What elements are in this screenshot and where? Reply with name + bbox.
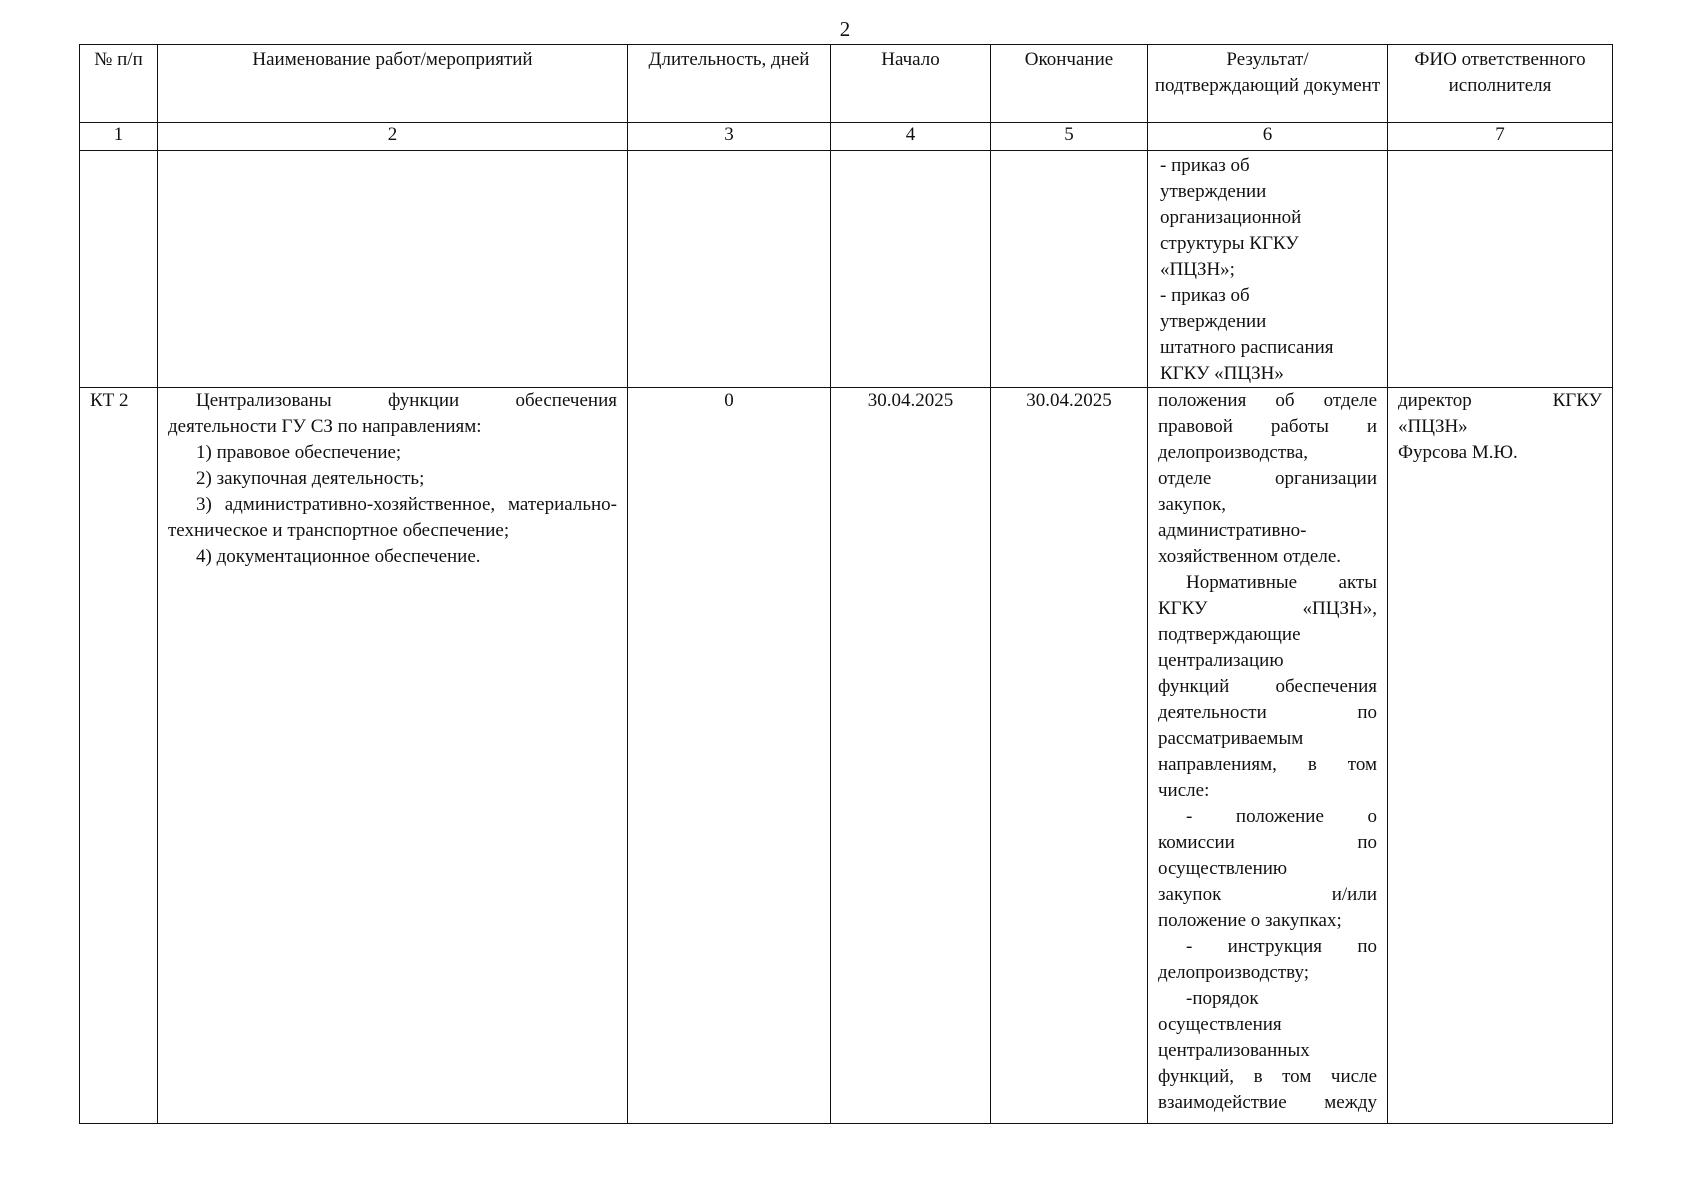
result-line: рассматриваемым [1158,728,1304,749]
result-line: структуры КГКУ [1160,233,1299,254]
result-line: функций, в том числе [1158,1066,1377,1087]
column-number: 3 [628,123,831,151]
responsible-name: Фурсова М.Ю. [1398,442,1518,463]
responsible-line: «ПЦЗН» [1398,416,1468,437]
result-line: взаимодействие между [1158,1092,1377,1113]
header-name: Наименование работ/мероприятий [158,45,628,123]
column-number: 1 [80,123,158,151]
header-start: Начало [831,45,991,123]
result-line: штатного расписания [1160,337,1334,358]
column-number: 7 [1388,123,1613,151]
work-name-item: 2) закупочная деятельность; [196,468,425,489]
table-header-row [80,45,1613,123]
result-line: делопроизводства, [1158,442,1309,463]
continuation-row [80,151,1613,388]
result-line: осуществления [1158,1014,1282,1035]
result-line: - инструкция по [1186,936,1377,957]
header-end: Окончание [991,45,1148,123]
header-responsible: ФИО ответственного исполнителя [1388,45,1613,123]
result-cell [1148,388,1388,1124]
result-line: централизацию [1158,650,1284,671]
result-line: направлениям, в том [1158,754,1377,775]
result-line: положения об отделе [1158,390,1377,411]
work-name-item: 1) правовое обеспечение; [196,442,402,463]
result-line: положение о закупках; [1158,910,1342,931]
duration-value: 0 [628,388,831,1124]
result-line: организационной [1160,207,1302,228]
result-line: КГКУ «ПЦЗН», [1158,598,1377,619]
end-date: 30.04.2025 [991,388,1148,1124]
work-name-item: 4) документационное обеспечение. [196,546,481,567]
empty-cell [991,151,1148,388]
empty-cell [1388,151,1613,388]
result-line: хозяйственном отделе. [1158,546,1342,567]
work-name-cell [158,388,628,1124]
result-line: - приказ об [1160,285,1250,306]
result-line: закупок и/или [1158,884,1377,905]
header-duration: Длительность, дней [628,45,831,123]
result-line: делопроизводству; [1158,962,1309,983]
work-plan-table [79,44,1613,1124]
empty-cell [831,151,991,388]
result-line: комиссии по [1158,832,1377,853]
result-line: - приказ об [1160,155,1250,176]
result-line: КГКУ «ПЦЗН» [1160,363,1284,384]
result-line: Нормативные акты [1186,572,1377,593]
result-line: централизованных [1158,1040,1310,1061]
result-line: утверждении [1160,311,1267,332]
column-number: 2 [158,123,628,151]
row-number: КТ 2 [80,388,158,1124]
result-line: административно- [1158,520,1307,541]
empty-cell [628,151,831,388]
start-date: 30.04.2025 [831,388,991,1124]
page-number: 2 [839,17,851,41]
empty-cell [80,151,158,388]
result-line: - положение о [1186,806,1377,827]
column-number: 6 [1148,123,1388,151]
result-line: «ПЦЗН»; [1160,259,1235,280]
result-line: закупок, [1158,494,1227,515]
result-line: -порядок [1186,988,1259,1009]
header-result: Результат/ подтверждающий документ [1148,45,1388,123]
column-number-row [80,123,1613,151]
work-name-intro: Централизованы функции обеспечения деятельности ГУ СЗ по направлениям: [168,390,617,437]
header-num: № п/п [80,45,158,123]
column-number: 4 [831,123,991,151]
result-line: осуществлению [1158,858,1288,879]
work-name-item: 3) административно-хозяйственное, материально-техническое и транспортное обеспечение; [168,494,617,541]
result-line: утверждении [1160,181,1267,202]
result-line: правовой работы и [1158,416,1377,437]
kt2-row [80,388,1613,1124]
continuation-result-cell [1148,151,1388,388]
result-line: подтверждающие [1158,624,1301,645]
result-line: отделе организации [1158,468,1377,489]
column-number: 5 [991,123,1148,151]
responsible-line: директор КГКУ [1398,390,1602,411]
result-line: деятельности по [1158,702,1377,723]
empty-cell [158,151,628,388]
result-line: числе: [1158,780,1210,801]
responsible-cell [1388,388,1613,1124]
result-line: функций обеспечения [1158,676,1377,697]
